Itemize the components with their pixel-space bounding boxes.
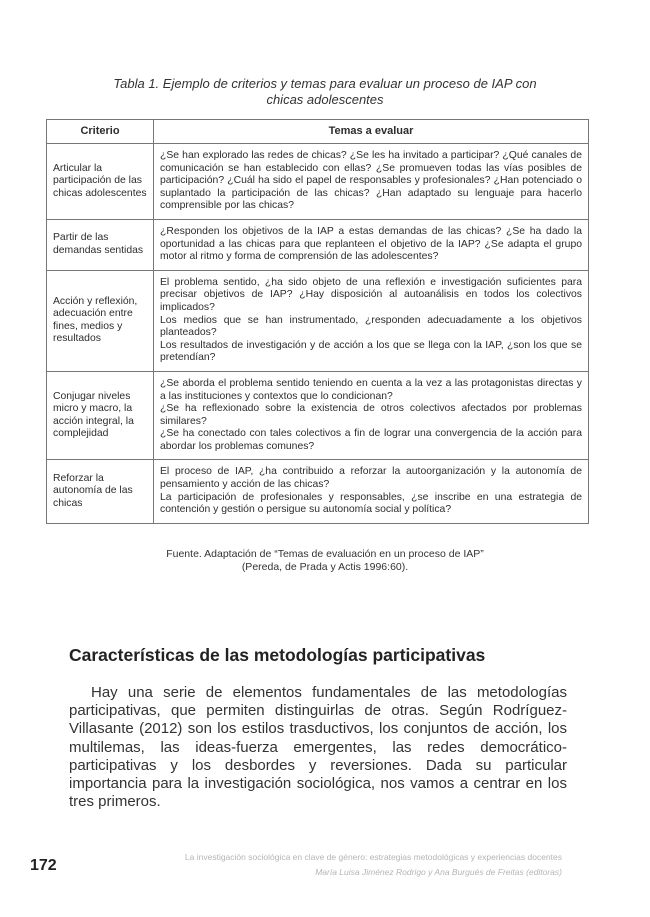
temas-cell [154, 144, 589, 220]
source-line-1: Fuente. Adaptación de “Temas de evaluación en un proceso de IAP” [166, 548, 484, 560]
table-row [47, 270, 589, 371]
table-row [47, 460, 589, 523]
page-number: 172 [30, 857, 57, 874]
criterio-cell: Partir de las demandas sentidas [47, 219, 154, 270]
criterio-cell: Conjugar niveles micro y macro, la acción integral, la complejidad [47, 371, 154, 460]
table-header-row [47, 120, 589, 144]
criterio-cell: Articular la participación de las chicas adolescentes [47, 144, 154, 220]
source-line-2: (Pereda, de Prada y Actis 1996:60). [241, 561, 409, 573]
table-caption [60, 76, 590, 108]
temas-text: El problema sentido, ¿ha sido objeto de una reflexión e investigación suficientes para precisar objetivos de IAP? ¿Hay disposición al autoanálisis en todos los colectivos implicados? [160, 276, 582, 313]
temas-cell [154, 371, 589, 460]
criteria-table [46, 119, 589, 524]
temas-text: Los resultados de investigación y de acción a los que se llega con la IAP, ¿son los que se pretendían? [160, 339, 582, 364]
column-header-temas: Temas a evaluar [154, 120, 589, 144]
criterio-cell: Reforzar la autonomía de las chicas [47, 460, 154, 523]
table-row [47, 144, 589, 220]
temas-text: ¿Se ha conectado con tales colectivos a fin de lograr una convergencia de la acción para abordar los problemas comunes? [160, 428, 582, 452]
table-caption-line-1: Tabla 1. Ejemplo de criterios y temas para evaluar un proceso de IAP con [113, 76, 537, 91]
temas-text: El proceso de IAP, ¿ha contribuido a reforzar la autoorganización y la autonomía de pensamiento y acción de las chicas? [160, 466, 582, 491]
temas-cell [154, 460, 589, 523]
body-paragraph: Hay una serie de elementos fundamentales de las metodologías participativas, que permiten distinguirlas de otras. Según Rodríguez-Villasante (2012) son los estilos trasductivos, los conjuntos de acción, los multilemas, las ideas-fuerza emergentes, las redes democrático-participativas y los desbordes y reversiones. Dada su particular importancia para la investigación sociológica, nos vamos a centrar en los tres primeros. [69, 684, 567, 811]
criterio-cell: Acción y reflexión, adecuación entre fines, medios y resultados [47, 270, 154, 371]
temas-text: ¿Se ha reflexionado sobre la existencia de otros colectivos afectados por problemas similares? [160, 403, 582, 427]
temas-text: ¿Responden los objetivos de la IAP a estas demandas de las chicas? ¿Se ha dado la oportunidad a las chicas para que replanteen el objetivo de la IAP? ¿Se adapta el grupo motor al ritmo y forma de comprensión de las adolescentes? [160, 225, 582, 263]
temas-text: ¿Se han explorado las redes de chicas? ¿Se les ha invitado a participar? ¿Qué canales de comunicación se han establecido con ellas? ¿Se promueven todas las vías posibles de participación? ¿Cuál ha sido el papel de responsables y profesionales? ¿Han potenciado o suplantado la participación de las chicas? ¿Han adaptado su lenguaje para hacerlo comprensible por las chicas? [160, 150, 582, 212]
section-heading: Características de las metodologías participativas [69, 645, 486, 665]
running-footer-title: La investigación sociológica en clave de género: estrategias metodológicas y experiencias docentes [184, 852, 562, 862]
temas-text: ¿Se aborda el problema sentido teniendo en cuenta a la vez a las protagonistas directas y a las instituciones y contextos que lo condicionan? [160, 377, 582, 402]
table-caption-line-2: chicas adolescentes [266, 92, 384, 107]
table-row [47, 371, 589, 460]
temas-text: Los medios que se han instrumentado, ¿responden adecuadamente a los objetivos planteados? [160, 314, 582, 339]
column-header-criterio: Criterio [47, 120, 154, 144]
table-source [80, 548, 570, 574]
table-row [47, 219, 589, 270]
temas-text: La participación de profesionales y responsables, ¿se inscribe en una estrategia de contención y gestión o persigue su autonomía social y política? [160, 491, 582, 516]
temas-cell [154, 219, 589, 270]
running-footer-editors: María Luisa Jiménez Rodrigo y Ana Burgués de Freitas (editoras) [315, 867, 562, 877]
temas-cell [154, 270, 589, 371]
